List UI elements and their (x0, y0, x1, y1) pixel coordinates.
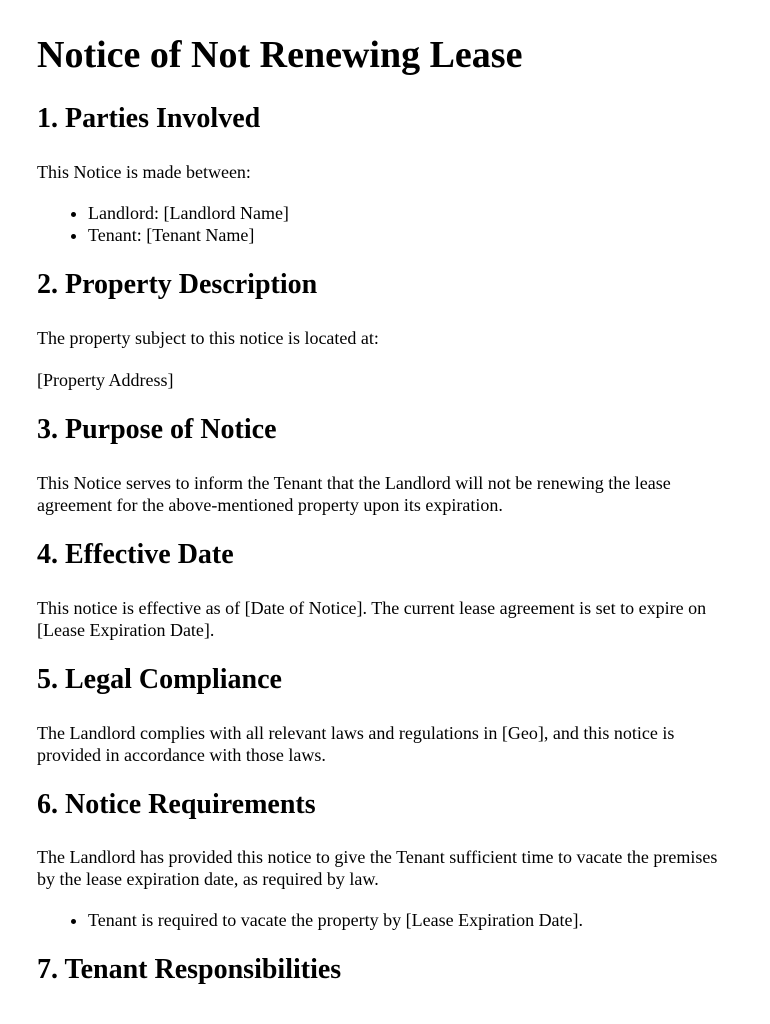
section-heading-property: 2. Property Description (37, 269, 318, 300)
document-title: Notice of Not Renewing Lease (37, 34, 523, 76)
section-heading-notice-requirements: 6. Notice Requirements (37, 789, 316, 820)
section-purpose-body: This Notice serves to inform the Tenant that the Landlord will not be renewing the lease agreement for the above-mentioned property upon its expiration. (37, 473, 671, 515)
section-notice-requirements-body: The Landlord has provided this notice to give the Tenant sufficient time to vacate the premises by the lease expiration date, as required by law. (37, 847, 718, 889)
section-heading-tenant-responsibilities: 7. Tenant Responsibilities (37, 954, 342, 985)
list-item-tenant: • Tenant: [Tenant Name] (88, 224, 289, 246)
section-heading-parties: 1. Parties Involved (37, 103, 261, 134)
section-parties-intro: This Notice is made between: (37, 162, 251, 182)
list-item-landlord: • Landlord: [Landlord Name] (88, 202, 289, 224)
section-property-intro: The property subject to this notice is located at: (37, 328, 379, 348)
parties-list (37, 202, 289, 246)
section-heading-legal: 5. Legal Compliance (37, 664, 282, 695)
section-effective-date-body: This notice is effective as of [Date of Notice]. The current lease agreement is set to expire on [Lease Expiration Date]. (37, 598, 707, 640)
section-legal-body: The Landlord complies with all relevant laws and regulations in [Geo], and this notice is provided in accordance with those laws. (37, 723, 675, 765)
property-address: [Property Address] (37, 370, 174, 390)
list-item-vacate: • Tenant is required to vacate the property by [Lease Expiration Date]. (88, 909, 583, 931)
section-heading-effective-date: 4. Effective Date (37, 539, 234, 570)
notice-requirements-list (37, 909, 583, 931)
section-heading-purpose: 3. Purpose of Notice (37, 414, 277, 445)
